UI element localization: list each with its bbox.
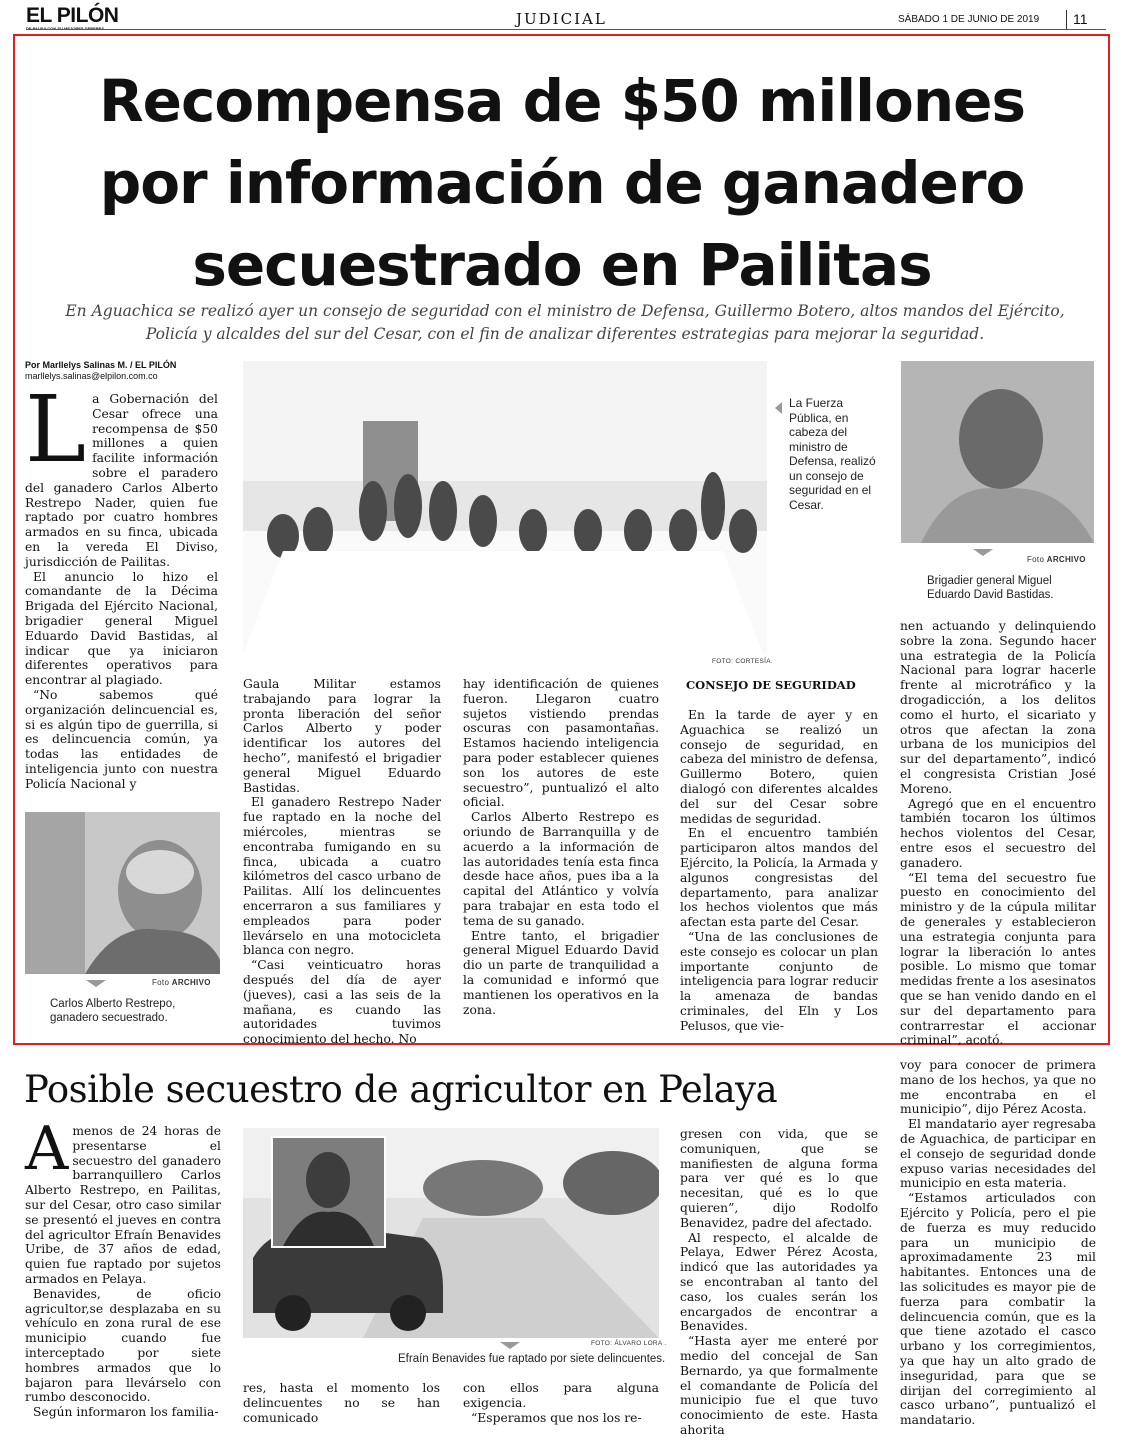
- section-label: JUDICIAL: [516, 10, 607, 28]
- paragraph: “No sabemos qué organización delincuencial es, si es algún tipo de guerrilla, si es delincuencia común, ya todas las entidades de inteligencia junto con nuestra Policía Nacional y: [25, 687, 218, 791]
- divider: [1066, 10, 1067, 30]
- photo-credit-prefix: Foto: [1027, 555, 1045, 564]
- paragraph: En el encuentro también participaron altos mandos del Ejército, la Policía, la Armada y algunos congresistas del departamento, para analizar los hechos violentos que más afectan esta parte del Cesar.: [680, 826, 878, 930]
- logo-text: EL PILÓN: [26, 4, 119, 27]
- photo-pointer: [973, 549, 993, 556]
- caption-pointer: [775, 402, 782, 414]
- lead-paragraph: menos de 24 horas de presentarse el secuestro del ganadero barranquillero Carlos Alberto Restrepo, en Pailitas, sur del Cesar, otro caso similar se presentó el jueves en contra del agricultor Efraín Benavides Uribe, de 37 años de edad, quien fue raptado por sujetos armados en Pelaya.: [25, 1124, 221, 1286]
- photo-credit: FOTO: ÁLVARO LORA .: [591, 1340, 667, 1347]
- paragraph: “Hasta ayer me enteré por medio del concejal de San Bernardo, ya que formalmente el comandante de Policía del municipio fue el que tuvo conocimiento de este. Hasta ahorita: [680, 1334, 878, 1437]
- main-photo-credit: FOTO: CORTESÍA.: [712, 658, 773, 665]
- dropcap: A: [25, 1114, 69, 1184]
- photo-credit-source: ARCHIVO: [171, 978, 211, 987]
- paragraph: gresen con vida, que se comuniquen, que se manifiesten de alguna forma para ver qué es lo que necesitan, qué es lo que quieren”, dijo Rodolfo Benavidez, padre del afectado.: [680, 1127, 878, 1230]
- photo-carlos-restrepo: [25, 812, 220, 974]
- paragraph: El ganadero Restrepo Nader fue raptado en la noche del miércoles, mientras se encontraba fumigando en su finca, ubicada a cuatro kilómetros del casco urbano de Pailitas. Allí los delincuentes encerraron a sus familiares y empleados para poder llevárselo en una motocicleta blanca con negro.: [243, 795, 441, 958]
- paragraph: voy para conocer de primera mano de los hechos, ya que no me encontraba en el municipio”, dijo Pérez Acosta.: [900, 1058, 1096, 1117]
- article1-col4: [680, 708, 878, 1034]
- paragraph: “El tema del secuestro fue puesto en conocimiento del ministro y de la cúpula militar de generales y establecieron una estrategia conjunta para lograr la liberación lo antes posible. Lo mismo que tomar medidas frente a los asesinatos que se han venido dando en el sur del departamento para contrarrestar el accionar criminal”, acotó.: [900, 870, 1096, 1048]
- logo: [26, 6, 118, 31]
- portrait-silhouette: [273, 1138, 384, 1246]
- main-photo-caption: La Fuerza Pública, en cabeza del ministro de Defensa, realizó un consejo de seguridad en el Cesar.: [789, 396, 876, 512]
- portrait-silhouette: [901, 361, 1094, 543]
- meeting-scene: [243, 361, 767, 654]
- photo-credit-source: ARCHIVO: [1046, 555, 1086, 564]
- headline-line-3: secuestrado en Pailitas: [192, 231, 932, 299]
- photo-caption: Brigadier general Miguel Eduardo David Bastidas.: [927, 575, 1054, 601]
- paragraph: “Una de las conclusiones de este consejo es colocar un plan importante conjunto de inteligencia para lograr reducir la amenaza de bandas criminales, del Eln y Los Pelusos, que vie-: [680, 929, 878, 1033]
- article1-col3: [463, 677, 659, 1017]
- paragraph: Al respecto, el alcalde de Pelaya, Edwer Pérez Acosta, indicó que las autoridades ya se encontraban al tanto del caso, los cuales serán los encargados de encontrar a Benavides.: [680, 1230, 878, 1334]
- paragraph: Según informaron los familia-: [33, 1405, 219, 1420]
- portrait-silhouette: [25, 812, 220, 974]
- header-rule: [26, 29, 1106, 30]
- inset-portrait: [271, 1136, 386, 1248]
- paragraph: Agregó que en el encuentro también tocaron los últimos hechos violentos del Cesar, entre esos el secuestro del ganadero.: [900, 796, 1096, 870]
- article2-col1: [25, 1114, 221, 1420]
- paragraph: hay identificación de quienes fueron. Llegaron cuatro sujetos vistiendo prendas oscuras con pasamontañas. Estamos haciendo inteligencia para poder establecer quienes son los autores de este secuestro”, puntualizó el alto oficial.: [463, 677, 659, 810]
- main-photo-security-council: [243, 361, 767, 654]
- byline-author: Por Marllelys Salinas M. / EL PILÓN: [25, 360, 177, 370]
- paragraph: Gaula Militar estamos trabajando para lograr la pronta liberación del señor Carlos Alberto y poder identificar los autores del hecho”, manifestó el brigadier general Miguel Eduardo Bastidas.: [243, 677, 441, 795]
- headline-line-2: por información de ganadero: [99, 149, 1025, 217]
- paragraph: nen actuando y delinquiendo sobre la zona. Segundo hacer una estrategia de la Policía Nacional para lograr hacerle frente al microtráfico y la drogadicción, a los delitos como el hurto, el sicariato y otros que afectan la zona urbana de los municipios del sur del departamento”, indicó el congresista Cristian José Moreno.: [900, 619, 1096, 796]
- photo-credit: [1027, 555, 1086, 564]
- paragraph: El mandatario ayer regresaba de Aguachica, de participar en el consejo de seguridad donde expuso varias necesidades del municipio en esta materia.: [900, 1117, 1096, 1191]
- article1-col5: [900, 619, 1096, 1048]
- paragraph: “Esperamos que nos los re-: [471, 1410, 642, 1425]
- article2-col4: [680, 1127, 878, 1438]
- byline-email: marllelys.salinas@elpilon.com.co: [25, 371, 158, 381]
- page-number: 11: [1073, 11, 1088, 27]
- photo-efrain-benavides: [243, 1128, 659, 1338]
- paragraph: “Estamos articulados con Ejército y Policía, pero el pie de fuerza es muy reducido para un municipio de aproximadamente 23 mil habitantes. Entonces una de las solicitudes es mayor pie de fuerza para combatir la delincuencia común, que es la que tiene azotado el casco urbano y los corregimientos, ya que hay un alto grado de inseguridad, para que se dirijan del corregimiento al casco urbano”, puntualizó el mandatario.: [900, 1191, 1096, 1428]
- paragraph: res, hasta el momento los delincuentes no se han comunicado: [243, 1381, 440, 1425]
- article2-col3: [463, 1381, 659, 1425]
- article1-col2: [243, 677, 441, 1047]
- photo-pointer: [86, 980, 106, 987]
- photo-pointer: [500, 1342, 520, 1349]
- photo-brigadier-general: [901, 361, 1094, 543]
- headline-line-1: Recompensa de $50 millones: [98, 67, 1026, 135]
- article2-headline: Posible secuestro de agricultor en Pelaya: [24, 1068, 778, 1111]
- subhead: CONSEJO DE SEGURIDAD: [686, 678, 856, 692]
- photo-credit: [152, 978, 211, 987]
- paragraph: Carlos Alberto Restrepo es oriundo de Barranquilla y de acuerdo a la información de las autoridades tenía esta finca desde hace años, pues iba a la capital del Atlántico y volvía para trabajar en esta todo el tema de su ganado.: [463, 810, 659, 928]
- paragraph: “Casi veinticuatro horas después del día de ayer (jueves), casi a las seis de la mañana, es cuando las autoridades tuvimos conocimiento del hecho. No: [243, 958, 441, 1047]
- deck: En Aguachica se realizó ayer un consejo de seguridad con el ministro de Defensa, Guillermo Botero, altos mandos del Ejército, Policía y alcaldes del sur del Cesar, con el fin de analizar diferentes estrategias para mejorar la seguridad.: [65, 302, 1065, 343]
- article2-col5: [900, 1058, 1096, 1428]
- paragraph: En la tarde de ayer y en Aguachica se realizó un consejo de seguridad, en cabeza del ministro de defensa, Guillermo Botero, quien dialogó con diferentes alcaldes del sur del Cesar sobre medidas de seguridad.: [680, 708, 878, 826]
- issue-date: SÁBADO 1 DE JUNIO DE 2019: [898, 14, 1040, 25]
- dropcap: L: [25, 376, 87, 483]
- paragraph: El anuncio lo hizo el comandante de la Décima Brigada del Ejército Nacional, brigadier general Miguel Eduardo David Bastidas, al indicar que ya iniciaron diferentes operativos para encontrar al plagiado.: [25, 569, 218, 688]
- photo-credit-prefix: Foto: [152, 978, 170, 987]
- headline: [20, 60, 1104, 306]
- article2-col2: [243, 1381, 440, 1425]
- paragraph: Entre tanto, el brigadier general Miguel Eduardo David dio un parte de tranquilidad a la comunidad e informó que mantienen los operativos en la zona.: [463, 928, 659, 1017]
- photo-caption: Efraín Benavides fue raptado por siete delincuentes.: [398, 1353, 666, 1365]
- photo-caption: Carlos Alberto Restrepo, ganadero secuestrado.: [50, 998, 176, 1024]
- paragraph: con ellos para alguna exigencia.: [463, 1381, 659, 1410]
- paragraph: Benavides, de oficio agricultor,se desplazaba en su vehículo en zona rural de ese municipio cuando fue interceptado por siete hombres armados que lo bajaron para llevárselo con rumbo desconocido.: [25, 1286, 221, 1405]
- lead-paragraph: a Gobernación del Cesar ofrece una recompensa de $50 millones a quien facilite información sobre el paradero del ganadero Carlos Alberto Restrepo Nader, quien fue raptado por cuatro hombres armados en su finca, ubicada en la vereda El Diviso, jurisdicción de Pailitas.: [25, 392, 218, 569]
